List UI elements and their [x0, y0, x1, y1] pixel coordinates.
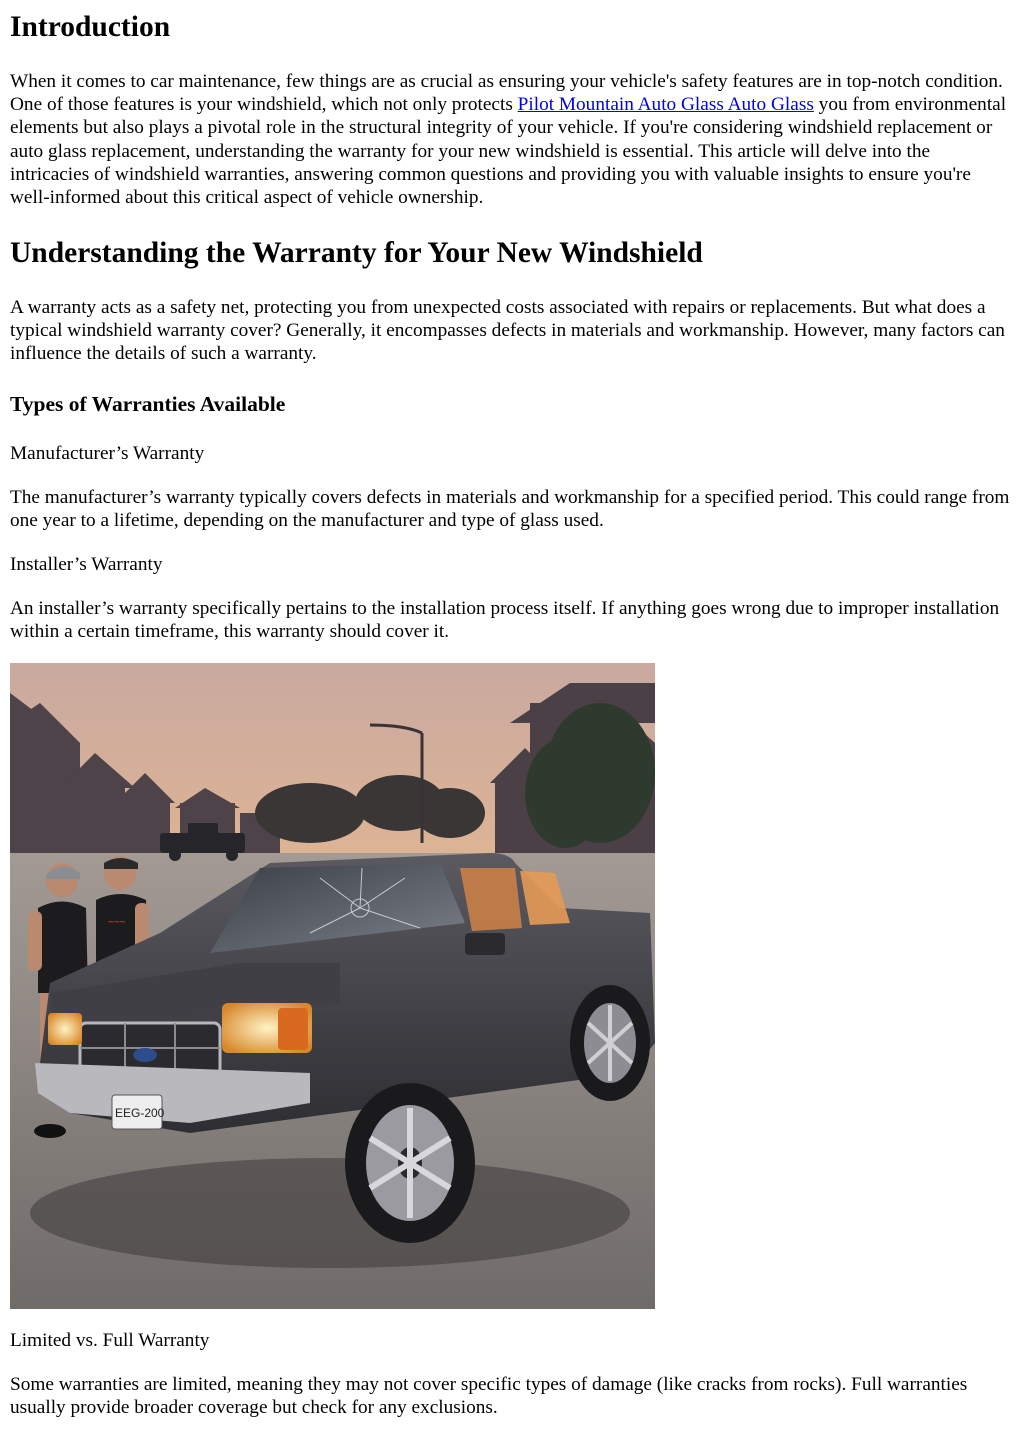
introduction-paragraph [10, 70, 1010, 209]
types-of-warranties-heading: Types of Warranties Available [10, 392, 286, 416]
front-wheel [345, 1083, 475, 1243]
truck-photo [10, 663, 655, 1309]
warranty-paragraph: A warranty acts as a safety net, protecting you from unexpected costs associated with repairs or replacements. But what does a typical windshield warranty cover? Generally, it encompasses defects in materials and workmanship. However, many factors can influence the details of such a warranty. [10, 297, 1005, 365]
introduction-text-before-link: When it comes to car maintenance, few things are as crucial as ensuring your vehicle's safety features are in top-notch condition. One of those features is your windshield, which not only protects [10, 71, 1003, 116]
installer-warranty-paragraph: An installer’s warranty specifically pertains to the installation process itself. If anything goes wrong due to improper installation within a certain timeframe, this warranty should cover it. [10, 598, 1000, 643]
license-plate-text: EEG-200 [115, 1106, 165, 1120]
installer-warranty-label: Installer’s Warranty [10, 554, 163, 575]
manufacturer-warranty-label: Manufacturer’s Warranty [10, 443, 205, 464]
pilot-mountain-auto-glass-link[interactable]: Pilot Mountain Auto Glass Auto Glass [517, 94, 814, 116]
svg-text:~~~: ~~~ [108, 917, 126, 928]
introduction-text-after-link: you from environmental elements but also plays a pivotal role in the structural integrity of your vehicle. If you're considering windshield replacement or auto glass replacement, understanding the warranty for your new windshield is essential. This article will delve into the intricacies of windshield warranties, answering common questions and providing you with valuable insights to ensure you're well-informed about this critical aspect of vehicle ownership. [10, 94, 1007, 209]
introduction-heading: Introduction [10, 11, 171, 43]
truck-shadow [30, 1158, 630, 1268]
limited-full-warranty-paragraph: Some warranties are limited, meaning they may not cover specific types of damage (like cracks from rocks). Full warranties usually provide broader coverage but check for any exclusions. [10, 1374, 968, 1419]
manufacturer-warranty-paragraph: The manufacturer’s warranty typically covers defects in materials and workmanship for a specified period. This could range from one year to a lifetime, depending on the manufacturer and type of glass used. [10, 487, 1010, 532]
limited-full-warranty-label: Limited vs. Full Warranty [10, 1330, 210, 1351]
warranty-heading: Understanding the Warranty for Your New Windshield [10, 237, 703, 269]
rear-wheel [570, 985, 650, 1101]
